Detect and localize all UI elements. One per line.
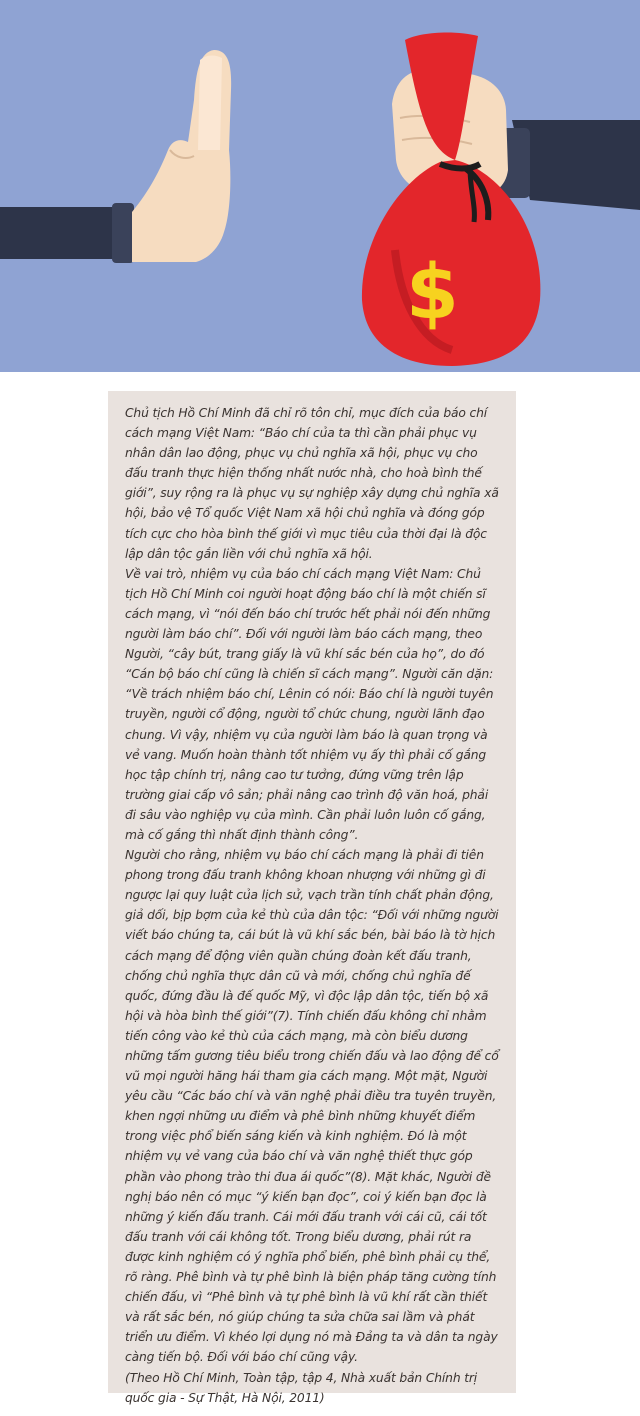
paragraph-1: Chủ tịch Hồ Chí Minh đã chỉ rõ tôn chỉ, mục đích của báo chí cách mạng Việt Nam: “Báo chí của ta thì cần phải phục vụ nhân dân lao động, phục vụ chủ nghĩa xã hội, phục vụ cho đấu tranh thực hiện thống nhất nước nhà, cho hoà bình thế giới”, suy rộng ra là phục vụ sự nghiệp xây dựng chủ nghĩa xã hội, bảo vệ Tổ quốc Việt Nam xã hội chủ nghĩa và đóng góp tích cực cho hòa bình thế giới vì mục tiêu của thời đại là độc lập dân tộc gắn liền với chủ nghĩa xã hội. [125,406,499,561]
paragraph-3: Người cho rằng, nhiệm vụ báo chí cách mạng là phải đi tiên phong trong đấu tranh không khoan nhượng với những gì đi ngược lại quy luật của lịch sử, vạch trần tính chất phản động, giả dối, bịp bợm của kẻ thù của dân tộc: “Đối với những người viết báo chúng ta, cái bút là vũ khí sắc bén, bài báo là tờ hịch cách mạng để động viên quần chúng đoàn kết đấu tranh, chống chủ nghĩa thực dân cũ và mới, chống chủ nghĩa đế quốc, đứng đầu là đế quốc Mỹ, vì độc lập dân tộc, tiến bộ xã hội và hòa bình thế giới”(7). Tính chiến đấu không chỉ nhằm tiến công vào kẻ thù của cách mạng, mà còn biểu dương những tấm gương tiêu biểu trong chiến đấu và lao động để cổ vũ mọi người hăng hái tham gia cách mạng. Một mặt, Người yêu cầu “Các báo chí và văn nghệ phải điều tra tuyên truyền, khen ngợi những ưu điểm và phê bình những khuyết điểm trong việc phổ biến sáng kiến và kinh nghiệm. Đó là một nhiệm vụ vẻ vang của báo chí và văn nghệ thiết thực góp phần vào phong trào thi đua ái quốc”(8). Mặt khác, Người đề nghị báo nên có mục “ý kiến bạn đọc”, coi ý kiến bạn đọc là những ý kiến đấu tranh. Cái mới đấu tranh với cái cũ, cái tốt đấu tranh với cái không tốt. Trong biểu dương, phải rút ra được kinh nghiệm có ý nghĩa phổ biến, phê bình phải cụ thể, rõ ràng. Phê bình và tự phê bình là biện pháp tăng cường tính chiến đấu, vì “Phê bình và tự phê bình là vũ khí rất cần thiết và rất sắc bén, nó giúp chúng ta sửa chữa sai lầm và phát triển ưu điểm. Vì khéo lợi dụng nó mà Đảng ta và dân ta ngày càng tiến bộ. Đối với báo chí cũng vậy. [125,848,499,1365]
right-sleeve-icon [500,120,640,210]
hero-illustration [0,0,640,372]
dollar-symbol: $ [406,247,459,336]
quote-box [108,391,516,1405]
source-citation: (Theo Hồ Chí Minh, Toàn tập, tập 4, Nhà xuất bản Chính trị quốc gia - Sự Thật, Hà Nội, 2011) [125,1370,478,1405]
paragraph-2: Về vai trò, nhiệm vụ của báo chí cách mạng Việt Nam: Chủ tịch Hồ Chí Minh coi người hoạt động báo chí là một chiến sĩ cách mạng, vì “nói đến báo chí trước hết phải nói đến những người làm báo chí”. Đối với người làm báo cách mạng, theo Người, “cây bút, trang giấy là vũ khí sắc bén của họ”, do đó “Cán bộ báo chí cũng là chiến sĩ cách mạng”. Người căn dặn: “Về trách nhiệm báo chí, Lênin có nói: Báo chí là người tuyên truyền, người cổ động, người tổ chức chung, người lãnh đạo chung. Vì vậy, nhiệm vụ của người làm báo là quan trọng và vẻ vang. Muốn hoàn thành tốt nhiệm vụ ấy thì phải cố gắng học tập chính trị, nâng cao tư tưởng, đứng vững trên lập trường giai cấp vô sản; phải nâng cao trình độ văn hoá, phải đi sâu vào nghiệp vụ của mình. Cần phải luôn luôn cố gắng, mà cố gắng thì nhất định thành công”. [125,566,494,842]
refusing-bribe-illustration [0,0,640,372]
left-sleeve-icon [0,203,134,263]
